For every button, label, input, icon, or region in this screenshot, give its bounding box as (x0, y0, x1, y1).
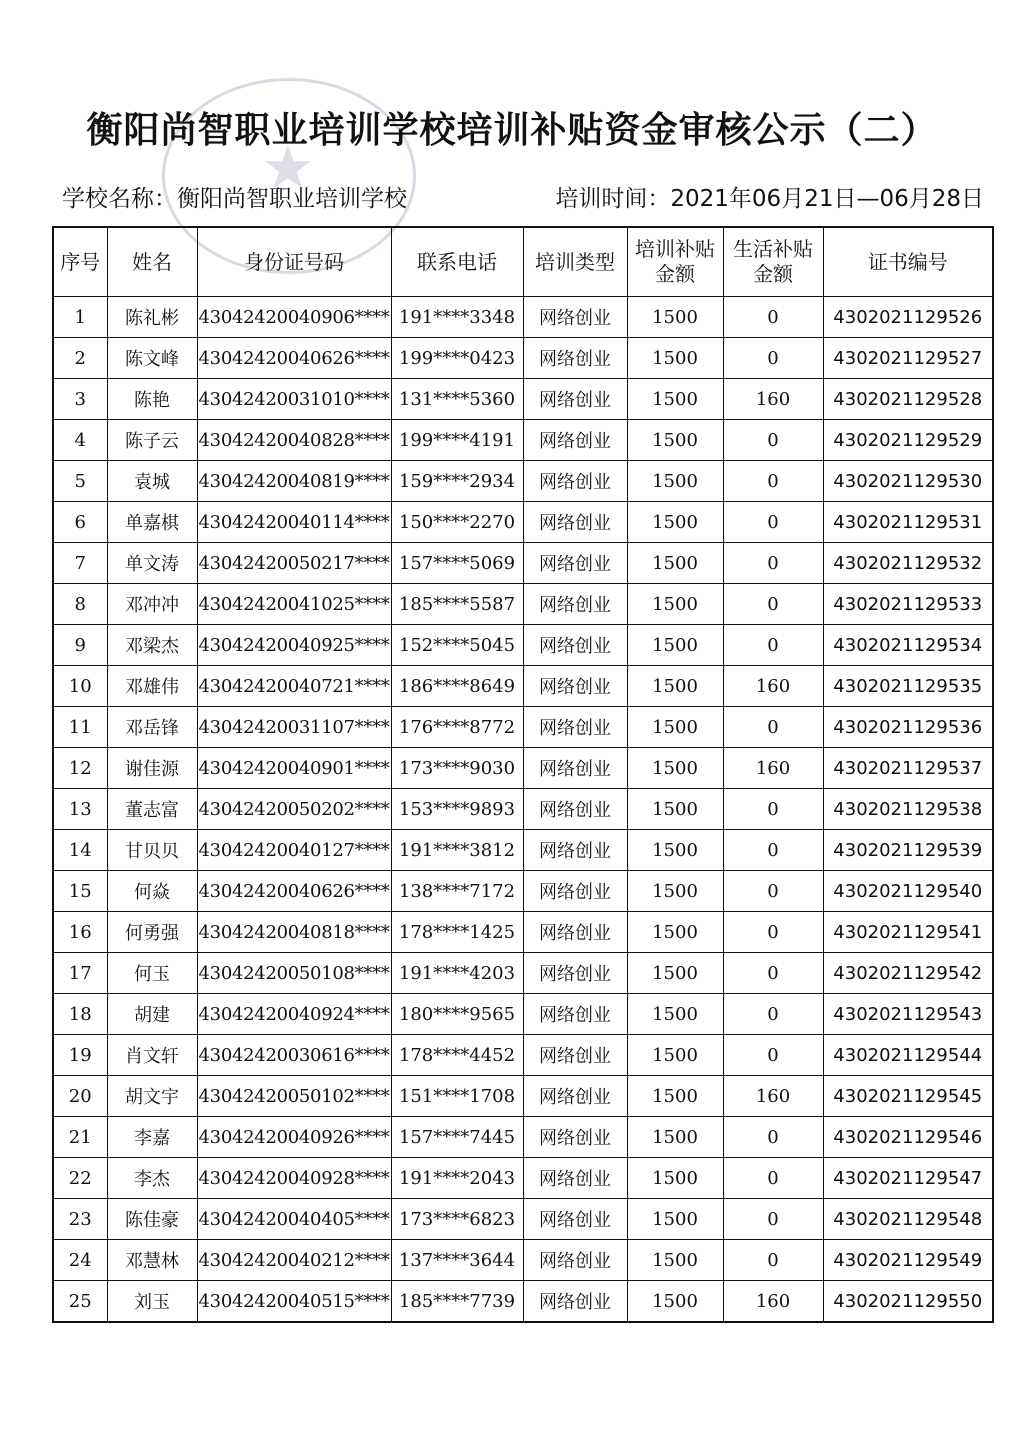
cell-living-subsidy: 0 (723, 1158, 823, 1199)
table-row (53, 543, 993, 584)
cell-phone: 191****4203 (391, 953, 523, 994)
cell-living-subsidy: 0 (723, 502, 823, 543)
cell-living-subsidy: 0 (723, 584, 823, 625)
col-header-name: 姓名 (107, 227, 197, 297)
cell-certificate-number: 4302021129534 (823, 625, 993, 666)
cell-no: 3 (53, 379, 107, 420)
cell-training-type: 网络创业 (523, 379, 627, 420)
cell-no: 24 (53, 1240, 107, 1281)
cell-training-type: 网络创业 (523, 1117, 627, 1158)
cell-living-subsidy: 0 (723, 994, 823, 1035)
cell-living-subsidy: 160 (723, 1281, 823, 1323)
cell-no: 15 (53, 871, 107, 912)
cell-id-number: 43042420040515**** (197, 1281, 391, 1323)
cell-training-type: 网络创业 (523, 461, 627, 502)
cell-id-number: 43042420041025**** (197, 584, 391, 625)
cell-living-subsidy: 0 (723, 297, 823, 338)
cell-certificate-number: 4302021129544 (823, 1035, 993, 1076)
cell-phone: 185****7739 (391, 1281, 523, 1323)
table-row (53, 994, 993, 1035)
cell-training-type: 网络创业 (523, 1076, 627, 1117)
table-row (53, 1117, 993, 1158)
cell-living-subsidy: 160 (723, 666, 823, 707)
cell-phone: 173****6823 (391, 1199, 523, 1240)
table-row (53, 912, 993, 953)
cell-training-subsidy: 1500 (627, 1076, 723, 1117)
cell-training-type: 网络创业 (523, 912, 627, 953)
page-title: 衡阳尚智职业培训学校培训补贴资金审核公示（二） (86, 110, 938, 151)
cell-name: 胡建 (107, 994, 197, 1035)
cell-no: 2 (53, 338, 107, 379)
cell-id-number: 43042420040924**** (197, 994, 391, 1035)
col-header-no: 序号 (53, 227, 107, 297)
cell-certificate-number: 4302021129529 (823, 420, 993, 461)
cell-living-subsidy: 0 (723, 420, 823, 461)
table-row (53, 1281, 993, 1323)
cell-id-number: 43042420040212**** (197, 1240, 391, 1281)
cell-no: 11 (53, 707, 107, 748)
cell-living-subsidy: 0 (723, 871, 823, 912)
table-row (53, 1199, 993, 1240)
cell-certificate-number: 4302021129538 (823, 789, 993, 830)
cell-no: 14 (53, 830, 107, 871)
cell-phone: 138****7172 (391, 871, 523, 912)
cell-phone: 191****2043 (391, 1158, 523, 1199)
cell-id-number: 43042420040626**** (197, 338, 391, 379)
table-row (53, 338, 993, 379)
cell-training-subsidy: 1500 (627, 461, 723, 502)
cell-id-number: 43042420040721**** (197, 666, 391, 707)
cell-certificate-number: 4302021129531 (823, 502, 993, 543)
cell-name: 陈子云 (107, 420, 197, 461)
cell-name: 胡文宇 (107, 1076, 197, 1117)
cell-no: 23 (53, 1199, 107, 1240)
cell-training-type: 网络创业 (523, 953, 627, 994)
table-row (53, 1158, 993, 1199)
cell-certificate-number: 4302021129535 (823, 666, 993, 707)
cell-name: 陈佳豪 (107, 1199, 197, 1240)
cell-name: 邓慧林 (107, 1240, 197, 1281)
cell-training-type: 网络创业 (523, 1035, 627, 1076)
cell-name: 邓雄伟 (107, 666, 197, 707)
cell-certificate-number: 4302021129540 (823, 871, 993, 912)
cell-living-subsidy: 0 (723, 543, 823, 584)
table-row (53, 1076, 993, 1117)
cell-certificate-number: 4302021129548 (823, 1199, 993, 1240)
cell-no: 13 (53, 789, 107, 830)
cell-training-subsidy: 1500 (627, 625, 723, 666)
cell-id-number: 43042420050217**** (197, 543, 391, 584)
cell-no: 6 (53, 502, 107, 543)
cell-phone: 185****5587 (391, 584, 523, 625)
cell-no: 10 (53, 666, 107, 707)
cell-phone: 176****8772 (391, 707, 523, 748)
cell-name: 何勇强 (107, 912, 197, 953)
cell-name: 李杰 (107, 1158, 197, 1199)
cell-living-subsidy: 0 (723, 1035, 823, 1076)
cell-phone: 186****8649 (391, 666, 523, 707)
cell-training-type: 网络创业 (523, 707, 627, 748)
cell-certificate-number: 4302021129532 (823, 543, 993, 584)
cell-phone: 150****2270 (391, 502, 523, 543)
cell-living-subsidy: 0 (723, 338, 823, 379)
cell-training-subsidy: 1500 (627, 1199, 723, 1240)
cell-phone: 191****3348 (391, 297, 523, 338)
cell-certificate-number: 4302021129537 (823, 748, 993, 789)
cell-certificate-number: 4302021129527 (823, 338, 993, 379)
cell-training-subsidy: 1500 (627, 994, 723, 1035)
cell-training-subsidy: 1500 (627, 297, 723, 338)
cell-id-number: 43042420031010**** (197, 379, 391, 420)
cell-certificate-number: 4302021129543 (823, 994, 993, 1035)
cell-id-number: 43042420040828**** (197, 420, 391, 461)
cell-id-number: 43042420030616**** (197, 1035, 391, 1076)
subsidy-table (52, 226, 994, 1323)
table-row (53, 830, 993, 871)
cell-training-subsidy: 1500 (627, 420, 723, 461)
table-row (53, 1240, 993, 1281)
cell-training-type: 网络创业 (523, 1240, 627, 1281)
cell-phone: 199****0423 (391, 338, 523, 379)
col-header-life-subsidy: 生活补贴 金额 (723, 227, 823, 297)
table-row (53, 789, 993, 830)
cell-certificate-number: 4302021129530 (823, 461, 993, 502)
cell-phone: 173****9030 (391, 748, 523, 789)
cell-training-type: 网络创业 (523, 420, 627, 461)
cell-training-type: 网络创业 (523, 625, 627, 666)
cell-certificate-number: 4302021129536 (823, 707, 993, 748)
cell-id-number: 43042420040114**** (197, 502, 391, 543)
cell-certificate-number: 4302021129528 (823, 379, 993, 420)
table-row (53, 625, 993, 666)
cell-living-subsidy: 0 (723, 830, 823, 871)
cell-certificate-number: 4302021129526 (823, 297, 993, 338)
cell-training-type: 网络创业 (523, 871, 627, 912)
table-row (53, 379, 993, 420)
cell-name: 董志富 (107, 789, 197, 830)
cell-living-subsidy: 0 (723, 1117, 823, 1158)
cell-id-number: 43042420040626**** (197, 871, 391, 912)
cell-no: 4 (53, 420, 107, 461)
cell-living-subsidy: 160 (723, 379, 823, 420)
cell-id-number: 43042420040819**** (197, 461, 391, 502)
cell-name: 谢佳源 (107, 748, 197, 789)
table-row (53, 1035, 993, 1076)
cell-id-number: 43042420040926**** (197, 1117, 391, 1158)
col-header-phone: 联系电话 (391, 227, 523, 297)
cell-no: 8 (53, 584, 107, 625)
cell-living-subsidy: 0 (723, 461, 823, 502)
cell-training-type: 网络创业 (523, 666, 627, 707)
col-header-type: 培训类型 (523, 227, 627, 297)
cell-no: 1 (53, 297, 107, 338)
cell-certificate-number: 4302021129549 (823, 1240, 993, 1281)
cell-name: 邓冲冲 (107, 584, 197, 625)
cell-id-number: 43042420050202**** (197, 789, 391, 830)
cell-no: 9 (53, 625, 107, 666)
cell-phone: 157****7445 (391, 1117, 523, 1158)
cell-no: 12 (53, 748, 107, 789)
table-row (53, 666, 993, 707)
cell-id-number: 43042420040901**** (197, 748, 391, 789)
cell-no: 7 (53, 543, 107, 584)
star-icon: ★ (261, 133, 315, 203)
cell-name: 袁城 (107, 461, 197, 502)
cell-training-subsidy: 1500 (627, 912, 723, 953)
cell-phone: 153****9893 (391, 789, 523, 830)
cell-id-number: 43042420040906**** (197, 297, 391, 338)
cell-training-type: 网络创业 (523, 789, 627, 830)
cell-phone: 157****5069 (391, 543, 523, 584)
cell-no: 21 (53, 1117, 107, 1158)
cell-training-subsidy: 1500 (627, 502, 723, 543)
cell-living-subsidy: 160 (723, 1076, 823, 1117)
table-row (53, 707, 993, 748)
cell-no: 19 (53, 1035, 107, 1076)
cell-training-subsidy: 1500 (627, 584, 723, 625)
cell-training-type: 网络创业 (523, 994, 627, 1035)
cell-training-type: 网络创业 (523, 502, 627, 543)
cell-id-number: 43042420040405**** (197, 1199, 391, 1240)
cell-name: 刘玉 (107, 1281, 197, 1323)
cell-training-subsidy: 1500 (627, 1240, 723, 1281)
cell-training-type: 网络创业 (523, 748, 627, 789)
cell-training-subsidy: 1500 (627, 789, 723, 830)
cell-training-subsidy: 1500 (627, 830, 723, 871)
cell-name: 单文涛 (107, 543, 197, 584)
table-header-row (53, 227, 993, 297)
table-row (53, 871, 993, 912)
cell-living-subsidy: 0 (723, 1240, 823, 1281)
table-row (53, 420, 993, 461)
cell-training-subsidy: 1500 (627, 338, 723, 379)
cell-training-type: 网络创业 (523, 584, 627, 625)
cell-living-subsidy: 0 (723, 625, 823, 666)
cell-no: 18 (53, 994, 107, 1035)
cell-id-number: 43042420040928**** (197, 1158, 391, 1199)
cell-id-number: 43042420050108**** (197, 953, 391, 994)
cell-no: 22 (53, 1158, 107, 1199)
cell-no: 5 (53, 461, 107, 502)
cell-certificate-number: 4302021129539 (823, 830, 993, 871)
cell-training-type: 网络创业 (523, 543, 627, 584)
cell-phone: 152****5045 (391, 625, 523, 666)
cell-no: 20 (53, 1076, 107, 1117)
cell-living-subsidy: 0 (723, 789, 823, 830)
table-row (53, 461, 993, 502)
table-row (53, 297, 993, 338)
cell-name: 陈礼彬 (107, 297, 197, 338)
cell-training-type: 网络创业 (523, 1158, 627, 1199)
cell-id-number: 43042420040818**** (197, 912, 391, 953)
cell-training-subsidy: 1500 (627, 543, 723, 584)
cell-training-subsidy: 1500 (627, 953, 723, 994)
cell-training-type: 网络创业 (523, 1199, 627, 1240)
cell-no: 16 (53, 912, 107, 953)
cell-name: 邓岳锋 (107, 707, 197, 748)
cell-living-subsidy: 0 (723, 1199, 823, 1240)
table-row (53, 953, 993, 994)
cell-phone: 178****4452 (391, 1035, 523, 1076)
table-row (53, 748, 993, 789)
cell-certificate-number: 4302021129545 (823, 1076, 993, 1117)
cell-phone: 137****3644 (391, 1240, 523, 1281)
cell-phone: 159****2934 (391, 461, 523, 502)
cell-id-number: 43042420050102**** (197, 1076, 391, 1117)
cell-phone: 199****4191 (391, 420, 523, 461)
cell-name: 何玉 (107, 953, 197, 994)
cell-certificate-number: 4302021129533 (823, 584, 993, 625)
cell-name: 邓梁杰 (107, 625, 197, 666)
cell-name: 李嘉 (107, 1117, 197, 1158)
cell-living-subsidy: 0 (723, 953, 823, 994)
cell-training-subsidy: 1500 (627, 1281, 723, 1323)
school-name: 学校名称：衡阳尚智职业培训学校 (62, 186, 407, 212)
cell-certificate-number: 4302021129542 (823, 953, 993, 994)
cell-name: 陈艳 (107, 379, 197, 420)
cell-training-subsidy: 1500 (627, 707, 723, 748)
cell-training-type: 网络创业 (523, 1281, 627, 1323)
cell-certificate-number: 4302021129550 (823, 1281, 993, 1323)
cell-certificate-number: 4302021129547 (823, 1158, 993, 1199)
cell-training-type: 网络创业 (523, 338, 627, 379)
cell-certificate-number: 4302021129541 (823, 912, 993, 953)
cell-id-number: 43042420040127**** (197, 830, 391, 871)
col-header-id: 身份证号码 (197, 227, 391, 297)
cell-name: 陈文峰 (107, 338, 197, 379)
cell-living-subsidy: 0 (723, 707, 823, 748)
cell-phone: 131****5360 (391, 379, 523, 420)
cell-name: 何焱 (107, 871, 197, 912)
cell-training-subsidy: 1500 (627, 1035, 723, 1076)
cell-training-subsidy: 1500 (627, 1158, 723, 1199)
cell-training-type: 网络创业 (523, 830, 627, 871)
table-row (53, 502, 993, 543)
cell-phone: 178****1425 (391, 912, 523, 953)
cell-living-subsidy: 0 (723, 912, 823, 953)
col-header-cert: 证书编号 (823, 227, 993, 297)
table-row (53, 584, 993, 625)
cell-name: 单嘉棋 (107, 502, 197, 543)
col-header-train-subsidy: 培训补贴 金额 (627, 227, 723, 297)
cell-no: 25 (53, 1281, 107, 1323)
cell-living-subsidy: 160 (723, 748, 823, 789)
cell-no: 17 (53, 953, 107, 994)
cell-training-subsidy: 1500 (627, 871, 723, 912)
cell-certificate-number: 4302021129546 (823, 1117, 993, 1158)
cell-phone: 151****1708 (391, 1076, 523, 1117)
cell-phone: 191****3812 (391, 830, 523, 871)
cell-id-number: 43042420031107**** (197, 707, 391, 748)
cell-id-number: 43042420040925**** (197, 625, 391, 666)
cell-name: 甘贝贝 (107, 830, 197, 871)
cell-training-subsidy: 1500 (627, 379, 723, 420)
training-period: 培训时间：2021年06月21日—06月28日 (555, 186, 984, 212)
cell-name: 肖文轩 (107, 1035, 197, 1076)
cell-training-subsidy: 1500 (627, 666, 723, 707)
cell-training-type: 网络创业 (523, 297, 627, 338)
cell-phone: 180****9565 (391, 994, 523, 1035)
cell-training-subsidy: 1500 (627, 1117, 723, 1158)
cell-training-subsidy: 1500 (627, 748, 723, 789)
